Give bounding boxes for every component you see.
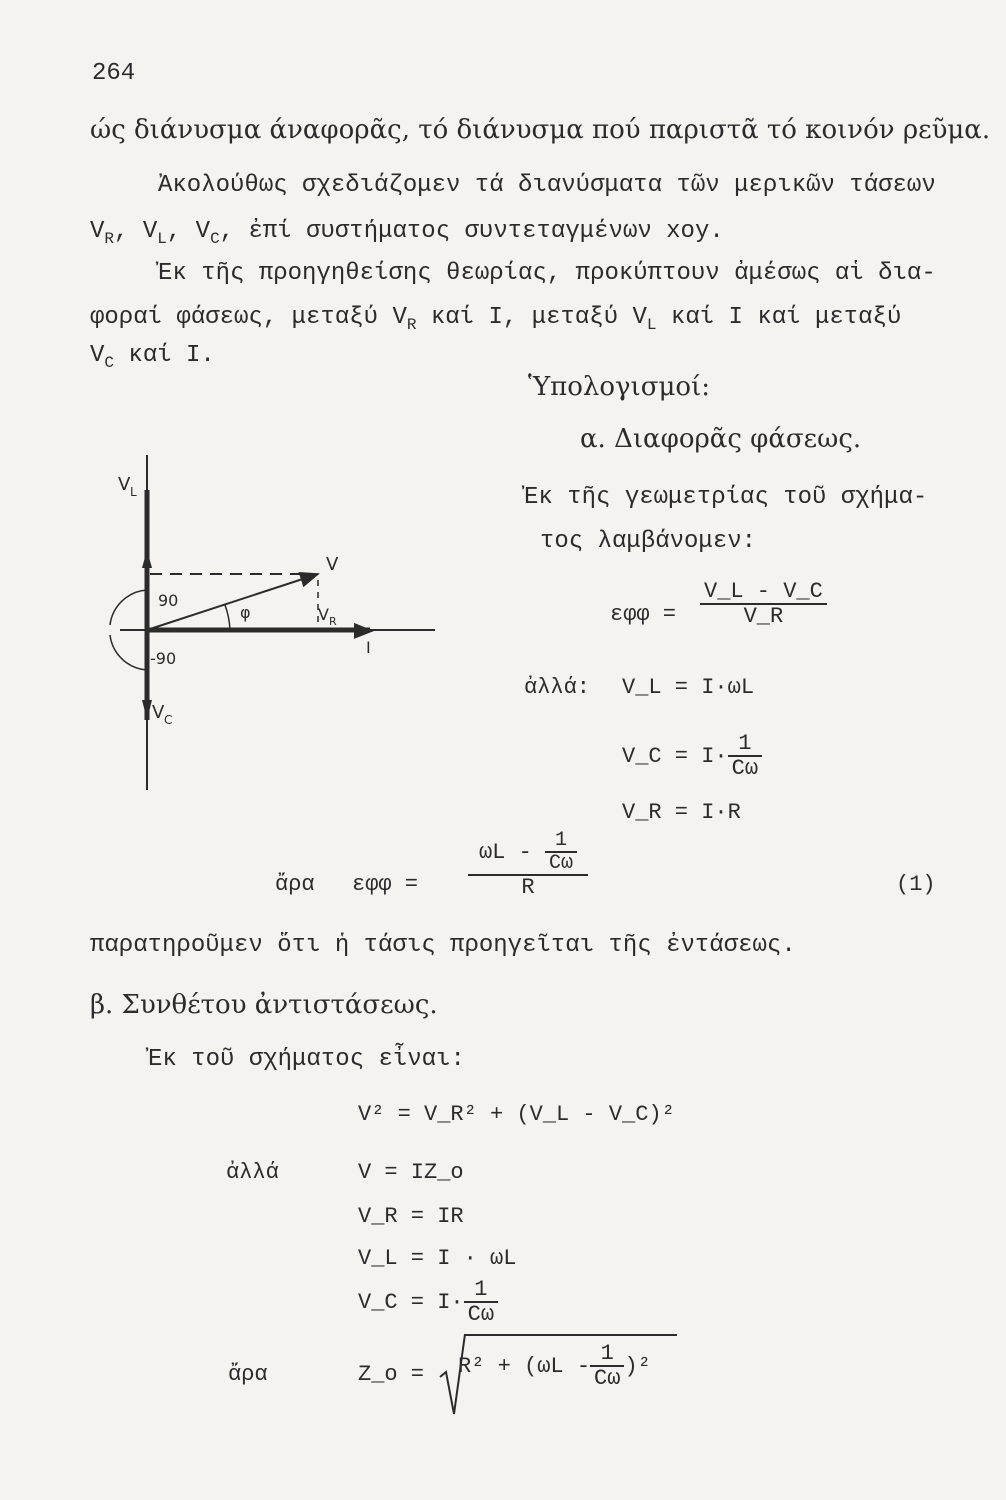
para1-line1: Ἀκολούθως σχεδιάζομεν τά διανύσματα τῶν μερικῶν τάσεων [158,172,936,199]
eq-vl-iwl: V_L = I · ωL [358,1246,517,1271]
phasor-diagram [100,450,450,800]
arc-phi [225,605,230,630]
label-vl: V [118,474,131,495]
eq-alla-label: ἀλλά: [524,675,591,700]
eq-tan-phi2-lhs: εφφ = [352,872,419,897]
label-v: V [326,554,339,575]
vl-arrowhead [142,550,152,568]
text-line-1: ώς διάνυσμα άναφορᾶς, τό διάνυσμα πού παριστᾶ τό κοινόν ρεῦμα. [90,115,991,145]
eq-vc: V_C = I· $\frac{1}{C\omega}$ [622,732,762,780]
eq-vl: V_L = I·ωL [622,675,755,700]
para2-line2: φοραί φάσεως, μεταξύ $V_R$ καί I, μεταξύ $V_L$ καί I καί μεταξύ [90,304,902,334]
label-vc: V [152,702,165,723]
eq-ara-label: ἄρα [275,872,315,897]
heading-impedance: β. Συνθέτου ἀντιστάσεως. [90,990,438,1020]
fig-text: Ἐκ τοῦ σχήματος εἶναι: [148,1046,465,1073]
para2-line3: $V_C$ καί I. [90,342,215,372]
arc-90 [110,590,147,625]
label-minus-90: -90 [150,649,177,668]
vc-arrowhead [142,700,152,720]
label-vc-sub: C [164,713,173,727]
eq-tan-phi-fraction: $\frac{V\_L - V\_C}{V\_R}$ [700,580,827,628]
sqrt-overbar [465,1334,677,1336]
eq-vr: V_R = I·R [622,800,741,825]
eq-v-iz: V = IZ_o [358,1160,464,1185]
conclusion-text: παρατηροῦμεν ὅτι ἡ τάσις προηγεῖται τῆς ἐντάσεως. [90,932,796,959]
eq-tan-phi2-fraction: ωL - $\frac{1}{C\omega}$ R [468,830,588,899]
para2-line1: Ἐκ τῆς προηγηθείσης θεωρίας, προκύπτουν ἀμέσως αἱ δια- [158,260,936,287]
geom-text-line1: Ἐκ τῆς γεωμετρίας τοῦ σχήμα- [524,484,928,511]
label-i: I [366,638,371,657]
i-vector [147,630,372,631]
arc-minus-90 [110,635,147,670]
eq-zo-rhs: R² + (ωL - $\frac{1}{C\omega}$ )² [458,1341,651,1392]
eq-alla-label-2: ἀλλά [226,1160,279,1185]
eq-zo-lhs: Z_o = [358,1362,425,1387]
label-vr-sub: R [329,615,337,628]
eq-vr-ir: V_R = IR [358,1204,464,1229]
label-90: 90 [158,591,179,610]
eq-vc-i-cw: V_C = I· $\frac{1}{C\omega}$ [358,1278,498,1326]
eq-tan-phi-lhs: εφφ = [610,602,677,627]
eq-ara-label-2: ἄρα [228,1362,268,1387]
eq-number-1: (1) [896,872,936,897]
para1-line2: $V_R$, $V_L$, $V_C$, ἐπί συστήματος συντεταγμένων xoy. [90,218,724,248]
eq-v-squared: V² = V_R² + (V_L - V_C)² [358,1102,675,1127]
heading-phase-difference: α. Διαφορᾶς φάσεως. [580,424,862,454]
label-vl-sub: L [130,485,137,499]
heading-calculations: Ὑπολογισμοί: [528,372,710,402]
geom-text-line2: τος λαμβάνομεν: [540,528,757,555]
page-number: 264 [92,60,136,87]
label-vr: V [318,605,329,624]
label-phi: φ [240,603,251,622]
